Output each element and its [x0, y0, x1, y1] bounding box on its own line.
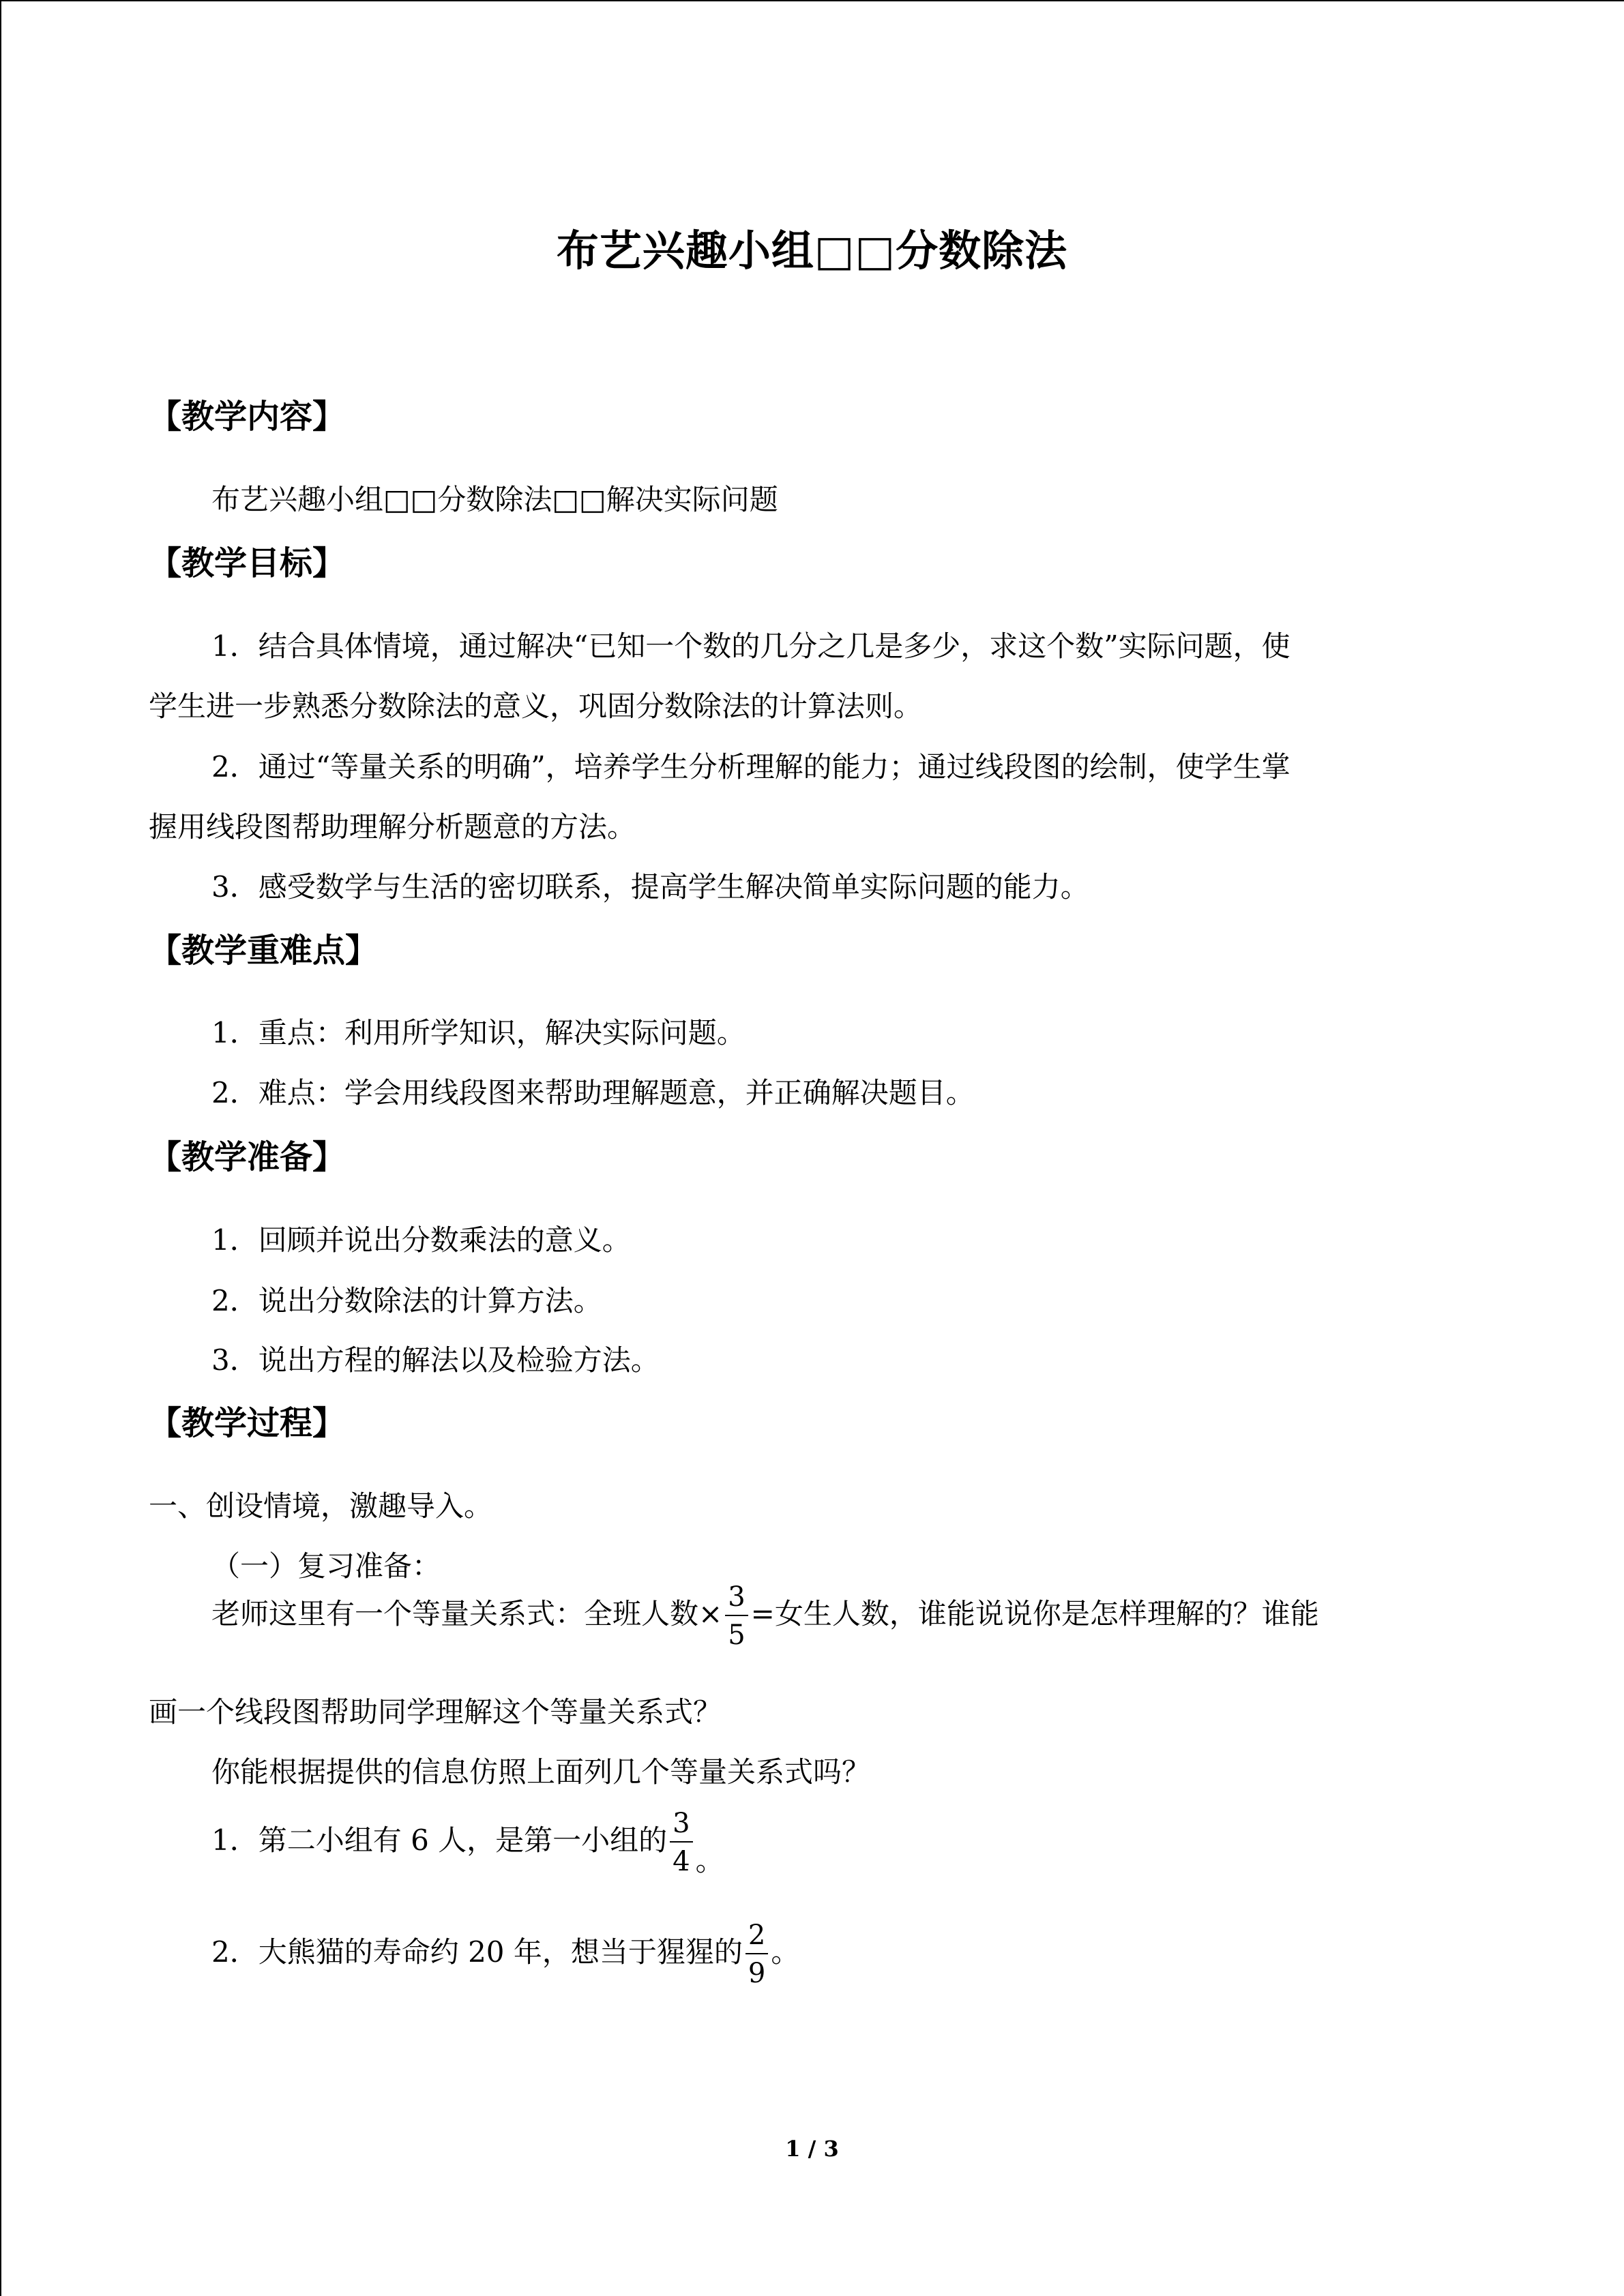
para-1-after: =女生人数，谁能说说你是怎样理解的？谁能: [750, 1597, 1319, 1630]
preparation-2: 2．说出分数除法的计算方法。: [211, 1284, 602, 1317]
para-1-before: 老师这里有一个等量关系式：全班人数×: [211, 1597, 723, 1630]
question-2-end: 。: [771, 1935, 800, 1969]
process-step-1: 一、创设情境，激趣导入。: [149, 1489, 493, 1523]
fraction-three-fifths: [725, 1583, 748, 1649]
key-point-2: 2．难点：学会用线段图来帮助理解题意，并正确解决题目。: [211, 1076, 975, 1109]
page-number: 1 / 3: [785, 2136, 839, 2162]
heading-preparation: 【教学准备】: [149, 1138, 346, 1176]
page-title: 布艺兴趣小组□□分数除法: [556, 226, 1068, 275]
process-para-1-line-2: 画一个线段图帮助同学理解这个等量关系式？: [149, 1695, 722, 1729]
preparation-1: 1．回顾并说出分数乘法的意义。: [211, 1223, 631, 1257]
question-1-text: 1．第二小组有 6 人，是第一小组的: [211, 1823, 668, 1857]
key-point-1: 1．重点：利用所学知识，解决实际问题。: [211, 1016, 745, 1049]
fraction-numerator: 2: [745, 1922, 768, 1954]
fraction-two-ninths: [745, 1922, 768, 1987]
process-para-1: [211, 1583, 1319, 1649]
goal-1-line-2: 学生进一步熟悉分数除法的意义，巩固分数除法的计算法则。: [149, 689, 923, 723]
fraction-numerator: 3: [725, 1583, 748, 1616]
fraction-denominator: 4: [673, 1846, 690, 1877]
fraction-three-quarters: [670, 1810, 692, 1875]
goal-3: 3．感受数学与生活的密切联系，提高学生解决简单实际问题的能力。: [211, 870, 1089, 904]
fraction-numerator: 3: [670, 1810, 692, 1843]
heading-content: 【教学内容】: [149, 398, 346, 436]
fraction-denominator: 5: [728, 1620, 745, 1651]
fraction-denominator: 9: [748, 1958, 766, 1989]
heading-key-points: 【教学重难点】: [149, 931, 379, 970]
heading-goals: 【教学目标】: [149, 544, 346, 582]
goal-2-line-2: 握用线段图帮助理解分析题意的方法。: [149, 810, 636, 844]
process-para-2: 你能根据提供的信息仿照上面列几个等量关系式吗？: [211, 1755, 871, 1789]
preparation-3: 3．说出方程的解法以及检验方法。: [211, 1343, 660, 1377]
goal-2-line-1: 2．通过“等量关系的明确”，培养学生分析理解的能力；通过线段图的绘制，使学生掌: [211, 750, 1290, 784]
question-2: [211, 1922, 799, 1987]
question-1: [211, 1810, 724, 1879]
goal-1-line-1: 1．结合具体情境，通过解决“已知一个数的几分之几是多少，求这个数”实际问题，使: [211, 629, 1290, 663]
process-sub-1: （一）复习准备：: [211, 1549, 441, 1583]
heading-process: 【教学过程】: [149, 1404, 346, 1442]
question-1-end: 。: [695, 1844, 724, 1877]
content-text: 布艺兴趣小组□□分数除法□□解决实际问题: [211, 483, 778, 516]
question-2-text: 2．大熊猫的寿命约 20 年，想当于猩猩的: [211, 1935, 743, 1969]
